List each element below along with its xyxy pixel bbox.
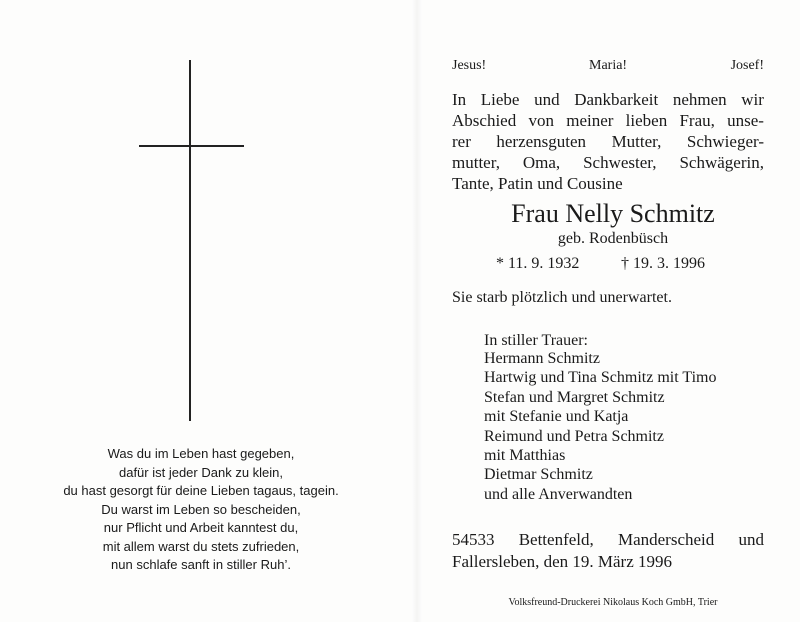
word: Schwester, [583, 153, 657, 172]
poem-line: nur Pflicht und Arbeit kanntest du, [103, 520, 299, 535]
memorial-poem [10, 445, 392, 575]
intro-line [452, 131, 764, 152]
invocation-line [452, 58, 764, 76]
place-date-line: Fallersleben, den 19. März 1996 [452, 552, 672, 571]
mourner-line: Reimund und Petra Schmitz [484, 427, 664, 445]
word: Manderscheid [617, 530, 715, 549]
word: Liebe [480, 90, 520, 109]
intro-line [452, 89, 764, 110]
maiden-name: geb. Rodenbüsch [557, 230, 669, 247]
mourner-line: Dietmar Schmitz [484, 466, 593, 484]
poem-line: du hast gesorgt für deine Lieben tagaus, tagein. [63, 483, 339, 498]
mourner-line: und alle Anverwandten [484, 485, 633, 503]
intro-line [452, 152, 764, 173]
word: und [534, 90, 560, 109]
word: 54533 [452, 530, 495, 549]
word: meiner [566, 111, 614, 130]
word: Mutter, [611, 132, 662, 151]
word: mutter, [452, 153, 500, 172]
mourner-line: Hermann Schmitz [484, 350, 600, 367]
word: Abschied [452, 111, 517, 130]
mourning-heading: In stiller Trauer: [484, 332, 588, 349]
word: Schwägerin, [679, 153, 764, 172]
word: und [738, 530, 764, 549]
mourner-line: Stefan und Margret Schmitz [484, 388, 665, 406]
word: nehmen [672, 90, 727, 109]
word: lieben [625, 111, 668, 130]
place-and-date [452, 529, 764, 573]
printer-credit: Volksfreund-Druckerei Nikolaus Koch GmbH, Trier [508, 597, 718, 608]
invocation-josef: Josef! [730, 58, 764, 73]
word: rer [452, 132, 471, 151]
intro-text [452, 89, 764, 194]
poem-line: dafür ist jeder Dank zu klein, [118, 464, 284, 480]
mourner-line: Hartwig und Tina Schmitz mit Timo [484, 369, 717, 387]
word: von [528, 111, 554, 130]
death-date: † 19. 3. 1996 [621, 255, 705, 272]
death-note: Sie starb plötzlich und unerwartet. [452, 289, 672, 306]
cross-horizontal-bar [139, 145, 244, 147]
deceased-name: Frau Nelly Schmitz [511, 199, 715, 228]
poem-line: mit allem warst du stets zufrieden, [102, 538, 300, 554]
word: Frau, [679, 111, 715, 130]
poem-line: Was du im Leben hast gegeben, [107, 446, 295, 461]
mourner-line: mit Stefanie und Katja [484, 408, 629, 426]
mourner-line: mit Matthias [484, 447, 566, 465]
cross-vertical-bar [189, 60, 191, 421]
word: In [452, 90, 467, 109]
word: Schwieger- [686, 132, 764, 151]
poem-line: Du warst im Leben so bescheiden, [101, 501, 301, 517]
birth-date: * 11. 9. 1932 [496, 255, 580, 272]
poem-line: nun schlafe sanft in stiller Ruh’. [111, 557, 291, 572]
invocation-maria: Maria! [589, 58, 628, 73]
intro-line: Tante, Patin und Cousine [452, 174, 623, 193]
word: Dankbarkeit [574, 90, 659, 109]
card-fold [412, 0, 422, 622]
word: unse- [727, 111, 764, 130]
invocation-jesus: Jesus! [452, 58, 487, 73]
word: herzensguten [496, 132, 587, 151]
intro-line [452, 110, 764, 131]
mourner-list [484, 349, 716, 504]
word: Oma, [522, 153, 561, 172]
word: wir [741, 90, 764, 109]
word: Bettenfeld, [518, 530, 594, 549]
place-line [452, 529, 764, 551]
